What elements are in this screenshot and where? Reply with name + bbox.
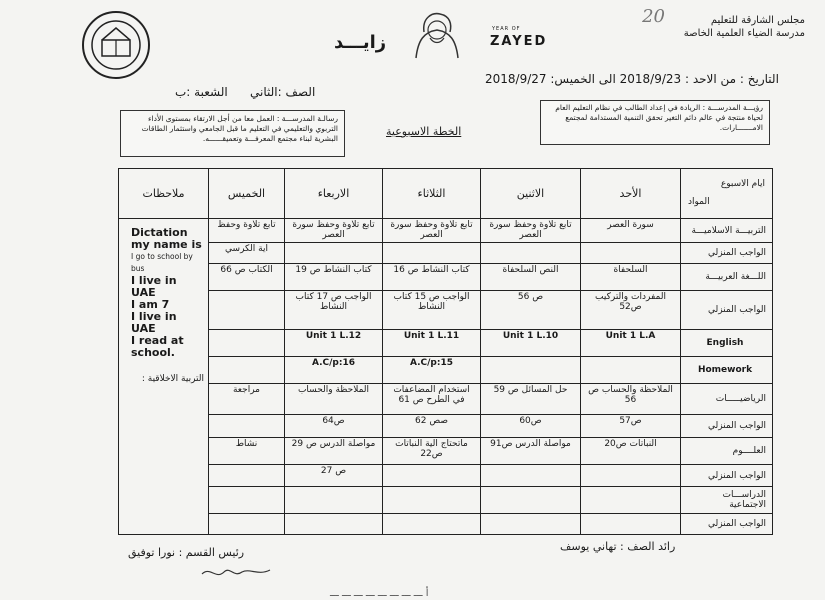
table-row	[119, 264, 773, 291]
table-cell: ص 56	[481, 290, 581, 329]
table-cell: المفردات والتركيب ص52	[581, 290, 681, 329]
table-cell: سورة العصر	[581, 218, 681, 243]
notes-header: ملاحظات	[119, 169, 209, 219]
corner-header	[681, 169, 773, 219]
table-cell	[481, 357, 581, 384]
table-cell: Unit 1 L.A	[581, 330, 681, 357]
table-cell	[209, 487, 285, 514]
table-header-row	[119, 169, 773, 219]
subject-arabic: اللـــغة العربيـــة	[681, 264, 773, 291]
table-cell	[481, 464, 581, 487]
subject-homework: الواجب المنزلي	[681, 514, 773, 535]
table-cell	[581, 243, 681, 264]
portrait-illustration	[408, 10, 466, 60]
notes-line: Dictation	[131, 225, 188, 239]
notes-line: I live in UAE	[131, 273, 177, 299]
table-cell	[209, 357, 285, 384]
table-cell	[209, 290, 285, 329]
table-cell: صص 62	[383, 415, 481, 438]
zayed-arabic-logo: زايـــد	[334, 32, 387, 53]
table-row	[119, 384, 773, 415]
department-head: رئيس القسم : نورا توفيق	[128, 546, 245, 559]
subject-social-studies: الدراســـات الاجتماعية	[681, 487, 773, 514]
day-sunday: الأحد	[581, 169, 681, 219]
table-cell: الواجب ص 15 كتاب النشاط	[383, 290, 481, 329]
table-cell: مواصلة الدرس ص 29	[285, 437, 383, 464]
date-range: التاريخ : من الاحد : 2018/9/23 الى الخميس: 2018/9/27	[485, 72, 779, 86]
table-row	[119, 415, 773, 438]
notes-line: I am 7	[131, 297, 170, 311]
school-vision: رؤيـــة المدرســـة : الريادة في إعداد الطالب في نظام التعليم العام لحياة منتجة في عالم دائم التغير تحقق التنمية المستدامة لمجتمع الامـــــــارات.	[540, 100, 770, 145]
subject-islamic: التربيـــة الاسلاميـــة	[681, 218, 773, 243]
subject-english-homework: Homework	[681, 357, 773, 384]
table-cell	[209, 514, 285, 535]
weekly-plan-table	[118, 168, 773, 535]
table-cell: Unit 1 L.12	[285, 330, 383, 357]
table-cell	[581, 487, 681, 514]
subject-math: الرياضيـــــات	[681, 384, 773, 415]
subjects-label: المواد	[688, 197, 710, 208]
table-cell: كتاب النشاط ص 16	[383, 264, 481, 291]
table-cell	[481, 243, 581, 264]
year-of-label: YEAR OF	[492, 26, 521, 32]
table-row	[119, 464, 773, 487]
table-row	[119, 487, 773, 514]
notes-line: my name is	[131, 237, 202, 251]
table-cell: ص 27	[285, 464, 383, 487]
table-row	[119, 514, 773, 535]
council-block	[684, 14, 805, 40]
table-cell	[285, 243, 383, 264]
table-cell: A.C/p:15	[383, 357, 481, 384]
table-cell	[581, 514, 681, 535]
table-cell	[285, 487, 383, 514]
table-cell: النص السلحفاة	[481, 264, 581, 291]
class-teacher: رائد الصف : تهاني يوسف	[560, 540, 676, 553]
table-row	[119, 218, 773, 243]
table-row	[119, 243, 773, 264]
table-cell	[383, 243, 481, 264]
table-row	[119, 437, 773, 464]
school-mission: رسالـة المدرســـة : العمل معا من أجل الارتقاء بمستوى الأداء التربوي والتعليمي في التعليم ما قبل الجامعي واستثمار الطاقات البشرية لبناء مجتمع المعرفـــة وتعميقــــــه.	[120, 110, 345, 157]
table-cell: Unit 1 L.10	[481, 330, 581, 357]
school-logo	[80, 10, 152, 80]
table-cell	[209, 464, 285, 487]
day-tuesday: الثلاثاء	[383, 169, 481, 219]
table-cell: A.C/p:16	[285, 357, 383, 384]
table-cell: تابع تلاوة وحفظ سورة العصر	[383, 218, 481, 243]
table-cell: مواصلة الدرس ص91	[481, 437, 581, 464]
table-cell: ص64	[285, 415, 383, 438]
section-label: الشعبة :ب	[175, 85, 228, 99]
handwritten-number: 20	[642, 6, 665, 27]
table-cell: ص60	[481, 415, 581, 438]
year-of-zayed-logo: ZAYED	[490, 34, 548, 49]
subject-homework: الواجب المنزلي	[681, 464, 773, 487]
table-cell: حل المسائل ص 59	[481, 384, 581, 415]
school-name: مدرسة الضياء العلمية الخاصة	[683, 28, 805, 39]
table-cell	[209, 415, 285, 438]
table-row	[119, 357, 773, 384]
notes-cell	[119, 218, 209, 534]
subject-english: English	[681, 330, 773, 357]
table-cell: مراجعة	[209, 384, 285, 415]
notes-line: I read at school.	[131, 333, 184, 359]
table-cell: تابع تلاوة وحفظ سورة العصر	[481, 218, 581, 243]
table-cell: الملاحظة والحساب	[285, 384, 383, 415]
subject-homework: الواجب المنزلي	[681, 290, 773, 329]
subject-homework: الواجب المنزلي	[681, 415, 773, 438]
days-label: ايام الاسبوع	[720, 179, 765, 190]
table-cell	[383, 464, 481, 487]
notes-line: I live in UAE	[131, 309, 177, 335]
table-cell: استخدام المضاعفات في الطرح ص 61	[383, 384, 481, 415]
table-cell: تابع تلاوة وحفظ	[209, 218, 285, 243]
table-cell	[581, 357, 681, 384]
table-row	[119, 330, 773, 357]
day-thursday: الخميس	[209, 169, 285, 219]
table-cell	[383, 487, 481, 514]
table-cell: ص57	[581, 415, 681, 438]
signature-scribble	[200, 562, 280, 582]
subject-homework: الواجب المنزلي	[681, 243, 773, 264]
day-wednesday: الاربعاء	[285, 169, 383, 219]
subject-science: العلــــوم	[681, 437, 773, 464]
table-cell: نشاط	[209, 437, 285, 464]
moral-education-label: التربية الاخلاقية :	[141, 373, 204, 384]
table-row	[119, 290, 773, 329]
table-cell: تابع تلاوة وحفظ سورة العصر	[285, 218, 383, 243]
table-cell: النباتات ص20	[581, 437, 681, 464]
table-cell	[481, 514, 581, 535]
table-cell: الكتاب ص 66	[209, 264, 285, 291]
table-cell: ماتحتاج الية النباتات ص22	[383, 437, 481, 464]
table-cell: Unit 1 L.11	[383, 330, 481, 357]
council-name: مجلس الشارقة للتعليم	[710, 15, 805, 26]
table-cell: الملاحظة والحساب ص 56	[581, 384, 681, 415]
table-cell	[481, 487, 581, 514]
grade-label: الصف :الثاني	[250, 85, 316, 99]
table-cell	[209, 330, 285, 357]
plan-title: الخطة الاسبوعية	[386, 125, 462, 138]
table-cell	[581, 464, 681, 487]
table-cell: الواجب ص 17 كتاب النشاط	[285, 290, 383, 329]
table-cell	[285, 514, 383, 535]
table-cell	[383, 514, 481, 535]
day-monday: الاثنين	[481, 169, 581, 219]
notes-line: I go to school by bus	[131, 251, 193, 273]
table-cell: اية الكرسي	[209, 243, 285, 264]
table-cell: السلحفاة	[581, 264, 681, 291]
cut-off-text: أ ـــ ـــ ـــ ـــ ـــ ـــ ـــ ـــ	[330, 588, 429, 599]
table-cell: كتاب النشاط ص 19	[285, 264, 383, 291]
